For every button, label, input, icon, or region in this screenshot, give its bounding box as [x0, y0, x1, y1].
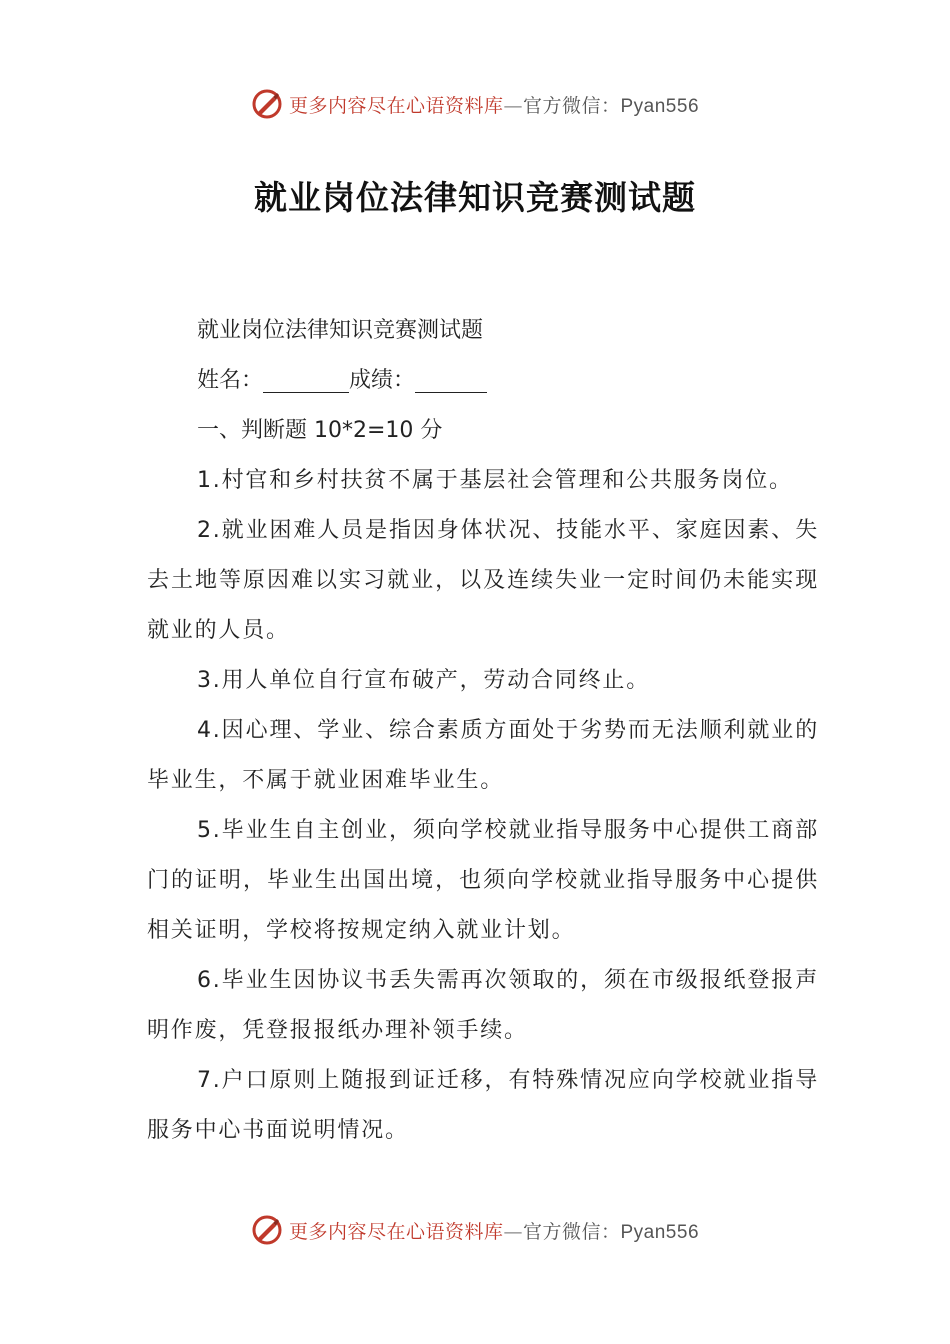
banner-wechat-label: 官方微信：: [522, 94, 621, 117]
banner-text: [289, 1217, 699, 1244]
question-1: 1.村官和乡村扶贫不属于基层社会管理和公共服务岗位。: [197, 468, 793, 493]
doc-subtitle: 就业岗位法律知识竞赛测试题: [197, 318, 484, 343]
document-body: [147, 306, 819, 1156]
banner-lead: 更多内容尽在心语资料库: [288, 94, 504, 117]
question-2: 2.就业困难人员是指因身体状况、技能水平、家庭因素、失去土地等原因难以实习就业，以及连续失业一定时间仍未能实现就业的人员。: [147, 518, 819, 643]
banner-dash: —: [503, 94, 523, 117]
question-7: 7.户口原则上随报到证迁移，有特殊情况应向学校就业指导服务中心书面说明情况。: [147, 1068, 819, 1143]
banner-lead: 更多内容尽在心语资料库: [288, 1220, 504, 1243]
banner-wechat-label: 官方微信：: [522, 1220, 621, 1243]
pen-logo-icon: [251, 1214, 283, 1246]
pen-logo-icon: [251, 88, 283, 120]
section-heading: 一、判断题 10*2=10 分: [197, 418, 443, 443]
banner-text: [289, 91, 699, 118]
footer-banner: [0, 1210, 950, 1250]
question-4: 4.因心理、学业、综合素质方面处于劣势而无法顺利就业的毕业生，不属于就业困难毕业生。: [147, 718, 819, 793]
banner-dash: —: [503, 1220, 523, 1243]
page-title: 就业岗位法律知识竞赛测试题: [254, 178, 696, 217]
banner-wechat-id: Pyan556: [620, 1221, 700, 1243]
header-banner: [0, 84, 950, 124]
banner-content: [251, 1214, 699, 1246]
score-blank: [415, 362, 487, 393]
name-blank: [263, 362, 349, 393]
banner-content: [251, 88, 699, 120]
question-5: 5.毕业生自主创业，须向学校就业指导服务中心提供工商部门的证明，毕业生出国出境，也须向学校就业指导服务中心提供相关证明，学校将按规定纳入就业计划。: [147, 818, 819, 943]
score-label: 成绩：: [349, 368, 416, 393]
name-score-line: [147, 356, 819, 406]
banner-wechat-id: Pyan556: [620, 95, 700, 117]
question-3: 3.用人单位自行宣布破产，劳动合同终止。: [197, 668, 650, 693]
name-label: 姓名：: [197, 368, 264, 393]
question-6: 6.毕业生因协议书丢失需再次领取的，须在市级报纸登报声明作废，凭登报报纸办理补领手续。: [147, 968, 819, 1043]
